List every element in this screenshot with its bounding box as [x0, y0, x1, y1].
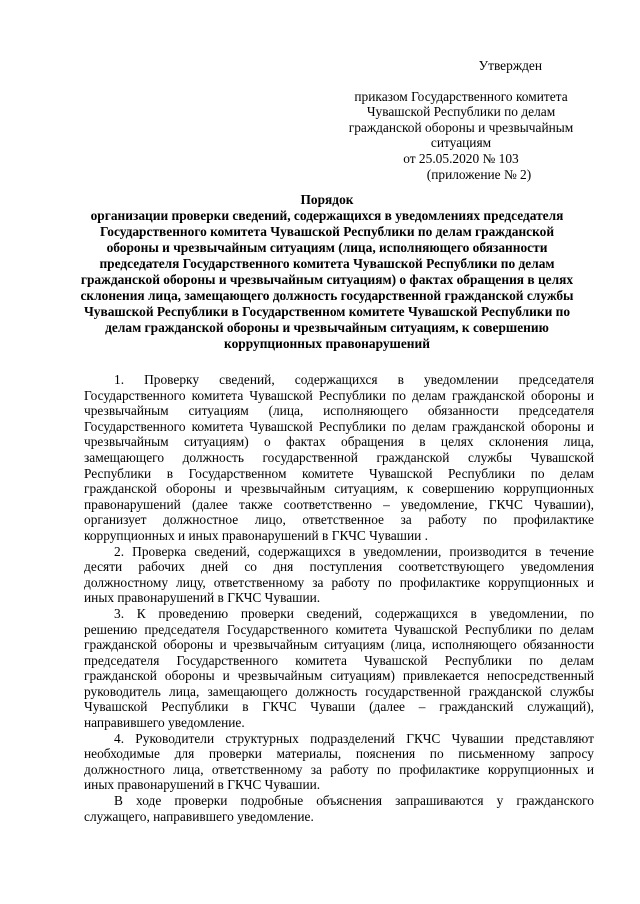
paragraph-3 [84, 606, 594, 731]
paragraph-1 [84, 372, 594, 544]
text-line: должностному лицу, ответственному за работу по профилактике коррупционных и [84, 574, 594, 590]
text-line: необходимые для проверки материалы, пояснения по письменному запросу [84, 746, 594, 762]
text-line: председателя Государственного комитета Чувашской Республики по делам [84, 652, 594, 668]
document-body [84, 372, 594, 824]
text-line: гражданской обороны и чрезвычайным ситуациям (лица, исполняющего обязанности [84, 637, 594, 653]
document-title-block [72, 192, 582, 352]
text-line: чрезвычайным ситуациям) о фактах обращения в целях склонения лица, [84, 434, 594, 450]
approval-line: приказом Государственного комитета [354, 88, 568, 104]
document-subtitle-line: обороны и чрезвычайным ситуациям (лица, исполняющего обязанности [106, 240, 548, 255]
document-subtitle-line: Государственного комитета Чувашской Республики по делам гражданской [99, 224, 555, 239]
document-subtitle-line: коррупционных правонарушений [224, 336, 430, 351]
paragraph-4 [84, 731, 594, 793]
text-line: 3. К проведению проверки сведений, содержащихся в уведомлении, по [114, 605, 594, 621]
text-line: 2. Проверка сведений, содержащихся в уведомлении, производится в течение [114, 543, 594, 559]
approval-line: ситуациям [430, 135, 492, 151]
approval-line: гражданской обороны и чрезвычайным [348, 119, 574, 135]
text-line: правонарушений (далее также соответственно – уведомление, ГКЧС Чувашии), [84, 496, 594, 512]
document-subtitle-line: Чувашской Республики в Государственном комитете Чувашской Республики по [83, 304, 571, 319]
document-subtitle-line: председателя Государственного комитета Чувашской Республики по делам [99, 256, 555, 271]
text-line: замещающего должность государственной гражданской службы Чувашской [84, 449, 594, 465]
paragraph-2 [84, 544, 594, 606]
text-line: Республики в Государственном комитете Чувашской Республики по делам [84, 465, 594, 481]
text-line: Государственного комитета Чувашской Республики по делам гражданской обороны и [84, 387, 594, 403]
text-line: должностного лица, ответственному за работу по профилактике коррупционных и [84, 761, 594, 777]
text-line: десяти рабочих дней со дня поступления соответствующего уведомления [84, 559, 594, 575]
text-line: гражданской обороны и чрезвычайным ситуациям) привлекается непосредственный [84, 668, 594, 684]
text-line: иных правонарушений в ГКЧС Чувашии. [84, 777, 321, 793]
text-line: организует должностное лицо, ответственное за работу по профилактике [84, 512, 594, 528]
text-line: Чувашской Республики в ГКЧС Чуваши (далее – гражданский служащий), [84, 699, 594, 715]
document-subtitle-line: гражданской обороны и чрезвычайным ситуациям) о фактах обращения в целях [80, 272, 574, 287]
text-line: Государственного комитета Чувашской Республики по делам гражданской обороны и [84, 418, 594, 434]
text-line: чрезвычайным ситуациям (лица, исполняющего обязанности председателя [84, 403, 594, 419]
approval-stamp-block [336, 58, 586, 182]
text-line: руководитель лица, замещающего должность государственной гражданской службы [84, 683, 594, 699]
text-line: гражданской обороны и чрезвычайным ситуациям, к совершению коррупционных [84, 481, 594, 497]
paragraph-5 [84, 793, 594, 824]
approval-order-date: от 25.05.2020 № 103 [403, 150, 519, 166]
text-line: 4. Руководители структурных подразделений ГКЧС Чувашии представляют [114, 730, 594, 746]
text-line: направившего уведомление. [84, 715, 245, 731]
document-subtitle-line: склонения лица, замещающего должность государственной гражданской службы [80, 288, 574, 303]
document-heading: Порядок [300, 192, 354, 207]
text-line: В ходе проверки подробные объяснения запрашиваются у гражданского [114, 793, 594, 809]
text-line: 1. Проверку сведений, содержащихся в уведомлении председателя [114, 372, 594, 387]
text-line: коррупционных и иных правонарушений в ГКЧС Чувашии . [84, 527, 429, 543]
approval-line: Чувашской Республики по делам [366, 104, 556, 120]
text-line: иных правонарушений в ГКЧС Чувашии. [84, 590, 321, 606]
approval-appendix: (приложение № 2) [426, 166, 532, 182]
document-subtitle-line: делам гражданской обороны и чрезвычайным ситуациям, к совершению [105, 320, 549, 335]
text-line: решению председателя Государственного комитета Чувашской Республики по делам [84, 621, 594, 637]
text-line: служащего, направившего уведомление. [84, 808, 314, 824]
approval-heading: Утвержден [478, 58, 542, 73]
document-subtitle-line: организации проверки сведений, содержащихся в уведомлениях председателя [90, 208, 564, 223]
